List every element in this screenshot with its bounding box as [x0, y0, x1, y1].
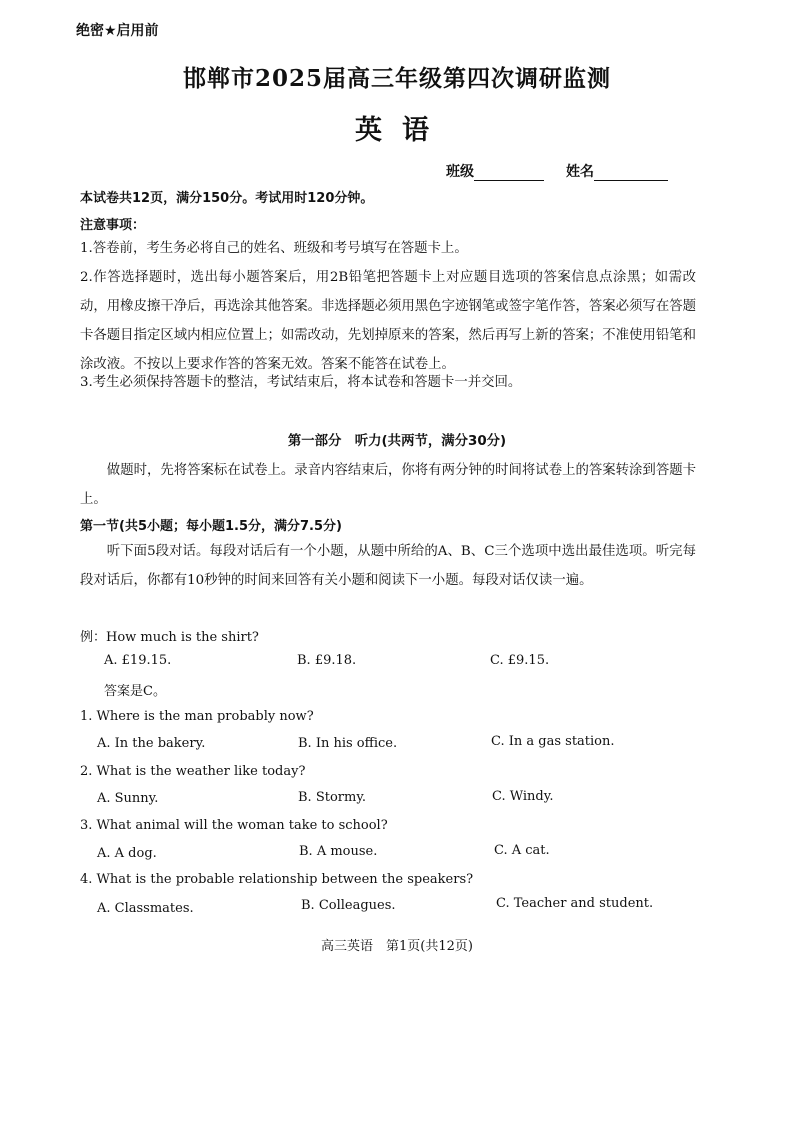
q4-option-c: C. Teacher and student. — [496, 896, 654, 911]
part1-instruction: 做题时，先将答案标在试卷上。录音内容结束后，你将有两分钟的时间将试卷上的答案转涂到答题卡上。 — [80, 463, 696, 507]
example-option-a: A. £19.15. — [104, 653, 172, 668]
q3-option-c: C. A cat. — [494, 843, 550, 858]
question-4: 4. What is the probable relationship between the speakers? — [80, 872, 474, 887]
name-label: 姓名 — [566, 164, 594, 180]
example-question: 例：How much is the shirt? — [80, 630, 259, 645]
class-field[interactable] — [446, 161, 544, 181]
example-answer: 答案是C。 — [104, 684, 166, 699]
notice-item-2: 2.作答选择题时，选出每小题答案后，用2B铅笔把答题卡上对应题目选项的答案信息点涂黑；如需改动，用橡皮擦干净后，再选涂其他答案。非选择题必须用黑色字迹钢笔或签字笔作答，答案必须写在答题卡各题目指定区域内相应位置上；如需改动，先划掉原来的答案，然后再写上新的答案；不准使用铅笔和涂改液。不按以上要求作答的答案无效。答案不能答在试卷上。 — [80, 270, 696, 372]
q2-option-a: A. Sunny. — [97, 791, 159, 806]
exam-title: 邯郸市2025届高三年级第四次调研监测 — [182, 65, 611, 92]
page-footer: 高三英语 第1页(共12页) — [321, 939, 473, 954]
notice-heading: 注意事项： — [80, 218, 146, 233]
notice-item-1: 1.答卷前，考生务必将自己的姓名、班级和考号填写在答题卡上。 — [80, 241, 468, 256]
section1-instruction: 听下面5段对话。每段对话后有一个小题，从题中所给的A、B、C三个选项中选出最佳选项。听完每段对话后，你都有10秒钟的时间来回答有关小题和阅读下一小题。每段对话仅读一遍。 — [80, 544, 696, 588]
q4-option-b: B. Colleagues. — [301, 898, 396, 913]
section1-heading: 第一节(共5小题；每小题1.5分，满分7.5分) — [80, 519, 342, 534]
q1-option-a: A. In the bakery. — [97, 736, 206, 751]
exam-info: 本试卷共12页，满分150分。考试用时120分钟。 — [80, 191, 374, 206]
q1-option-c: C. In a gas station. — [491, 734, 615, 749]
q2-option-c: C. Windy. — [492, 789, 554, 804]
subject-title: 英语 — [355, 115, 449, 146]
confidential-label: 绝密★启用前 — [76, 23, 159, 39]
question-2: 2. What is the weather like today? — [80, 764, 306, 779]
q2-option-b: B. Stormy. — [298, 790, 367, 805]
q4-option-a: A. Classmates. — [97, 901, 194, 916]
q3-option-b: B. A mouse. — [299, 844, 378, 859]
class-blank[interactable] — [474, 166, 544, 181]
name-blank[interactable] — [594, 166, 668, 181]
example-option-b: B. £9.18. — [297, 653, 357, 668]
example-option-c: C. £9.15. — [490, 653, 550, 668]
part1-heading: 第一部分 听力(共两节，满分30分) — [287, 434, 507, 449]
class-label: 班级 — [446, 164, 474, 180]
question-1: 1. Where is the man probably now? — [80, 709, 314, 724]
q3-option-a: A. A dog. — [97, 846, 157, 861]
q1-option-b: B. In his office. — [298, 736, 398, 751]
notice-item-3: 3.考生必须保持答题卡的整洁，考试结束后，将本试卷和答题卡一并交回。 — [80, 375, 522, 390]
name-field[interactable] — [566, 161, 668, 181]
question-3: 3. What animal will the woman take to school? — [80, 818, 388, 833]
